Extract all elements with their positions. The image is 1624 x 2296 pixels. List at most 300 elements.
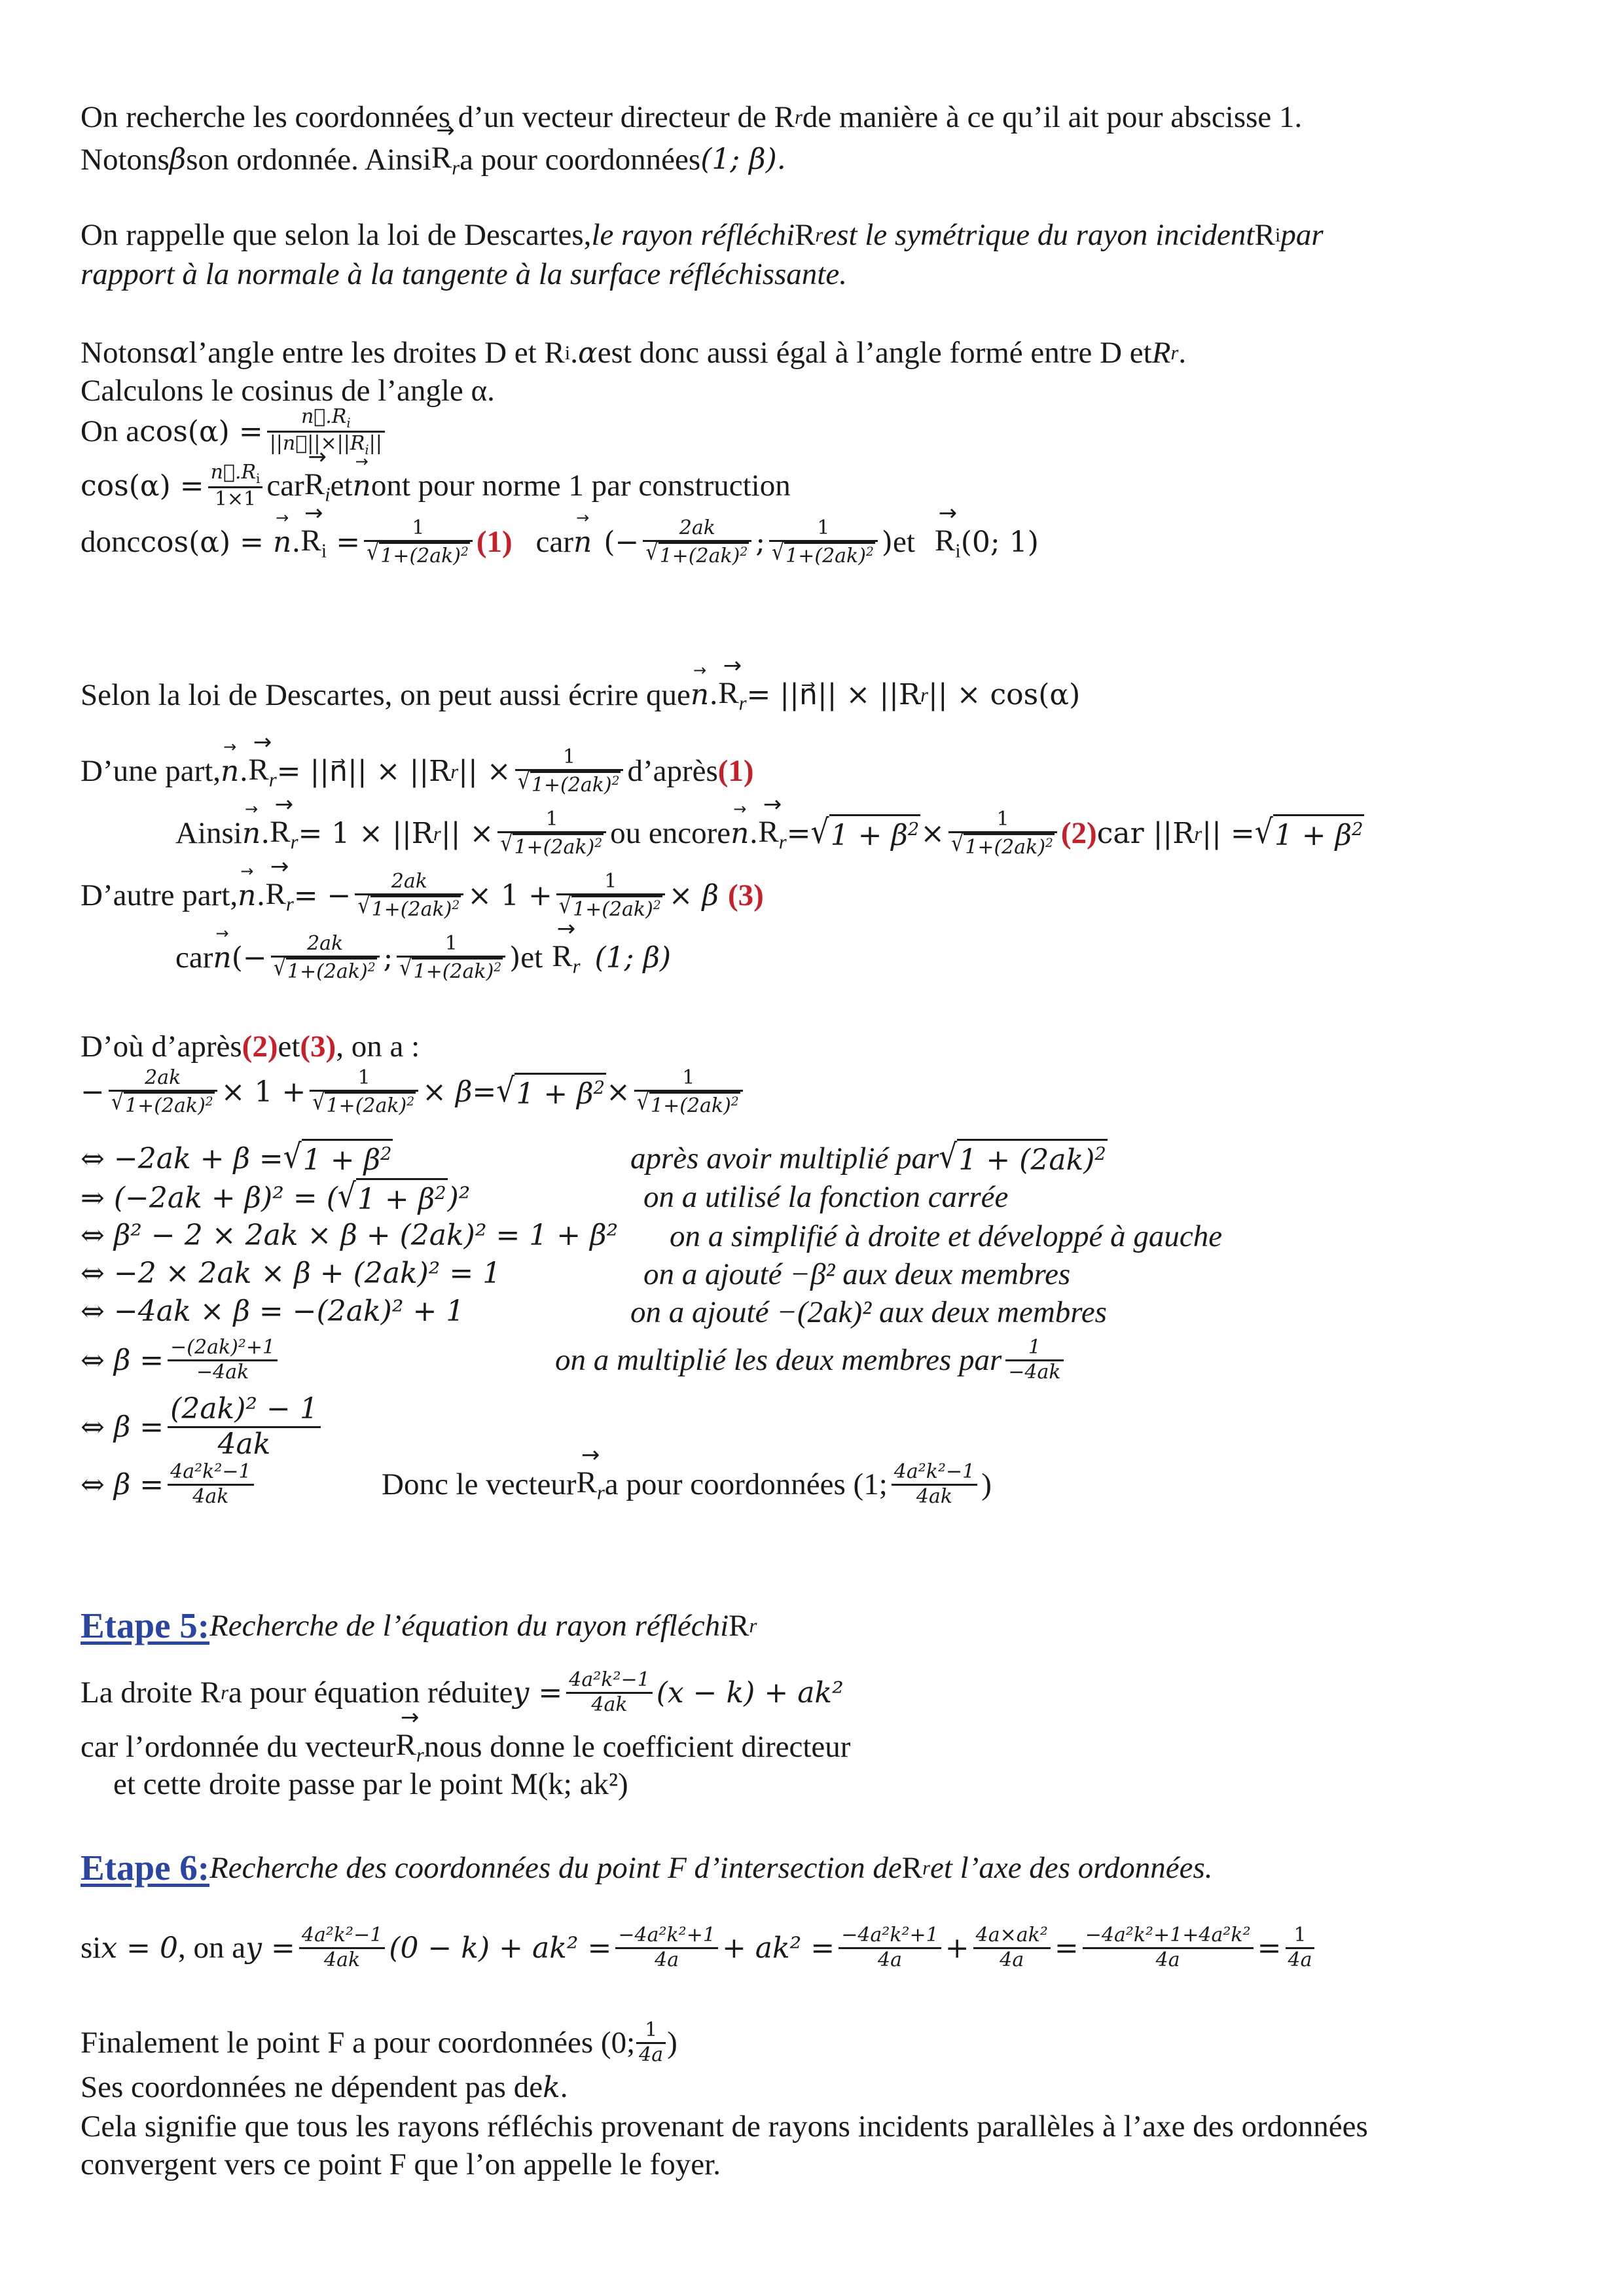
dune-part-line: D’une part, → n . → $R_r$ = ||n⃗|| × ||R r || × 1 √ $1+(2ak)^2$ d’après (1)	[81, 746, 754, 797]
vector-rr	[758, 813, 786, 855]
alpha-symbol: α	[578, 336, 598, 370]
subscript-r: r	[452, 156, 460, 179]
section-heading-label: Etape 5:	[81, 1605, 210, 1645]
denominator: 4ak	[324, 1948, 361, 1971]
square-root: √ $1+(2ak)^2$	[636, 1088, 739, 1117]
denominator: 4a	[1000, 1948, 1024, 1971]
text: R	[304, 467, 325, 501]
text: n⃗.R	[210, 461, 257, 484]
alpha-def-line: Notons α l’angle entre les droites D et R i . α est donc aussi égal à l’angle formé entre D et R r .	[81, 334, 1186, 372]
denominator: 4a	[1155, 1948, 1180, 1971]
derivation-step-2: ⇒ (−2ak + β)² = ( √ $1 + \beta^2$ )²	[81, 1176, 471, 1216]
subscript-r: r	[596, 1481, 605, 1504]
text: )	[667, 2025, 677, 2060]
numerator: 1	[996, 808, 1009, 831]
text: Calculons le cosinus de l’angle α.	[81, 374, 495, 408]
numerator	[298, 406, 353, 431]
step-lhs: ⇔ β =	[81, 1410, 164, 1444]
ainsi-line: Ainsi → n . → $R_r$ = 1 × ||R r || × 1 √ $1+(2ak)^2$ ou encore → n . → $R_r$ = √ $1 + \beta^2$ × 1 √ $1+(2ak)^2$ (2) car ||R r || = √ $1 + \beta^2$	[175, 808, 1364, 859]
math: +	[945, 1931, 969, 1965]
square-root: √ $1+(2ak)^2$	[111, 1088, 213, 1117]
text: 1+(2ak)	[659, 544, 740, 567]
text: Notons	[81, 336, 170, 370]
math: y =	[513, 1676, 563, 1710]
step-lhs: ⇒ (−2ak + β)² = (	[81, 1181, 338, 1215]
math: || ×	[441, 817, 494, 851]
fraction	[109, 1067, 217, 1117]
subscript-r: r	[221, 1681, 228, 1704]
subscript-r: r	[738, 692, 747, 715]
step-note: on a simplifié à droite et développé à gauche	[670, 1219, 1223, 1253]
text: R	[718, 676, 739, 710]
numerator: 1	[357, 1066, 370, 1089]
subscript-r: r	[1194, 822, 1202, 845]
square-root: √ $1+(2ak)^2$	[500, 830, 603, 859]
descartes-dot-product-line: Selon la loi de Descartes, on peut aussi écrire que → n . → $R_r$ = ||n⃗|| × ||R r || × cos(α)	[81, 674, 1080, 716]
step-note: on a ajouté −(2ak)² aux deux membres	[630, 1295, 1107, 1329]
text: ou encore	[610, 816, 731, 851]
etape-6-heading	[81, 1846, 1213, 1891]
text: est le symétrique du rayon incident	[823, 218, 1255, 252]
vector-rr	[396, 1726, 424, 1768]
text: n⃗.R	[300, 405, 347, 428]
text: et	[330, 469, 353, 503]
vector-rr	[431, 139, 460, 181]
denominator: 4ak	[591, 1693, 628, 1716]
denominator	[271, 954, 380, 984]
fraction	[515, 746, 624, 797]
text: R	[795, 218, 816, 252]
fraction	[769, 517, 878, 567]
intro-line-1	[81, 98, 1302, 137]
beta-symbol: β	[702, 879, 719, 913]
numerator: 4a²k²−1	[170, 1460, 251, 1483]
vector-rr-result	[382, 1461, 992, 1508]
text: .	[560, 2070, 568, 2104]
math: = ||n⃗|| × ||R	[276, 755, 451, 789]
square-root: √ $1 + \beta^2$	[810, 812, 920, 852]
denominator	[948, 830, 1057, 859]
text: On a	[81, 414, 140, 449]
denominator	[643, 539, 751, 568]
math: cos(α)	[140, 526, 231, 560]
text: R	[300, 523, 321, 558]
equation-label-1: (1)	[476, 525, 513, 560]
step-lhs: ⇔ −2ak + β =	[81, 1141, 283, 1175]
text: car	[175, 941, 213, 975]
alpha-symbol: α	[169, 336, 189, 370]
text: ||n⃗||×||R	[269, 432, 365, 456]
focus-coordinates-line	[81, 2019, 677, 2066]
section-heading-title: Recherche des coordonnées du point F d’intersection de	[209, 1851, 902, 1885]
numerator: 1	[563, 745, 576, 768]
derivation-note-5	[630, 1293, 1107, 1332]
numerator: 2ak	[145, 1066, 181, 1089]
math: cos(α)	[81, 469, 171, 503]
numerator: 1	[1028, 1336, 1041, 1359]
fraction	[566, 1669, 652, 1716]
subscript-r: r	[749, 1615, 757, 1638]
square-root: √ $1 + (2ak)^2$	[939, 1137, 1106, 1177]
denominator	[634, 1088, 743, 1118]
numerator: 4a×ak²	[975, 1924, 1048, 1946]
text: car l’ordonnée du vecteur	[81, 1729, 396, 1764]
math: x = 0	[101, 1931, 179, 1965]
vector-rr	[248, 751, 276, 793]
text: , on a	[178, 1930, 246, 1965]
text: 1 + β	[516, 1077, 594, 1111]
text: R	[1254, 218, 1275, 252]
text: son ordonnée. Ainsi	[186, 142, 431, 177]
fraction	[1083, 1924, 1254, 1971]
math: =	[336, 526, 361, 560]
square-root: √ $1+(2ak)^2$	[357, 892, 460, 921]
text: R	[729, 1609, 749, 1643]
text: le rayon réfléchi	[591, 218, 795, 252]
derivation-step-8	[81, 1461, 258, 1508]
fraction	[1005, 1336, 1063, 1384]
denominator: 4ak	[916, 1484, 953, 1508]
vector-n: → n	[221, 753, 239, 789]
text: R	[395, 1728, 416, 1762]
subscript-i: i	[325, 483, 331, 506]
beta-symbol: β	[169, 143, 187, 177]
text: On rappelle que selon la loi de Descartes,	[81, 218, 592, 252]
square-root: √ $1 + \beta^2$	[283, 1137, 392, 1177]
section-heading-label: Etape 6:	[81, 1848, 210, 1888]
fraction	[839, 1924, 941, 1971]
subscript-r: r	[794, 106, 803, 129]
fraction	[168, 1461, 253, 1508]
descartes-law-line-2	[81, 255, 847, 294]
denominator	[497, 830, 606, 859]
intersection-calculation: si x = 0 , on a y = $\frac{\text{4a²k²−1}}{4ak}$ (0 − k) + ak² = $\frac{\text{−4a²k²+1}}{4a}$ + ak² = $\frac{\text{−4a²k²+1}}{4a}$ + $\frac{\text{4a×ak²}}{4a}$ = $\frac{\text{−4a²k²+1+4a²k²}}{4a}$ = $\frac{1}{4a}$	[81, 1924, 1318, 1971]
fraction	[497, 808, 606, 859]
vector-rr	[270, 813, 298, 855]
math: + ak² =	[721, 1931, 835, 1965]
numerator: 4a²k²−1	[301, 1924, 383, 1946]
text: R	[248, 752, 269, 787]
equation-label-3: (3)	[300, 1030, 336, 1064]
conclusion-line-2	[81, 2145, 721, 2184]
text: R	[552, 939, 573, 973]
subscript-r: r	[450, 760, 459, 783]
numerator: (2ak)² − 1	[170, 1392, 318, 1426]
vector-n: → n	[691, 677, 709, 713]
text: 1+(2ak)	[650, 1094, 731, 1117]
denominator	[109, 1088, 217, 1118]
fraction	[299, 1924, 385, 1971]
denominator: 4ak	[217, 1427, 271, 1461]
derivation-note-6	[555, 1336, 1068, 1384]
text: 1+(2ak)	[287, 960, 368, 983]
fraction	[168, 1336, 278, 1384]
dautre-part-line: D’autre part, → n . → $R_r$ = − 2ak √ $1+(2ak)^2$ × 1 + 1 √ $1+(2ak)^2$ × β (3)	[81, 870, 764, 921]
subscript-r: r	[433, 822, 441, 845]
denominator: 4a	[655, 1948, 679, 1971]
conclusion-line-1	[81, 2108, 1368, 2146]
text: R	[758, 814, 779, 849]
text: 1+(2ak)	[785, 544, 866, 567]
numerator: 2ak	[679, 516, 715, 539]
numerator: −4a²k²+1	[841, 1924, 939, 1946]
math: =	[240, 526, 264, 560]
vector-ri	[935, 522, 961, 564]
fraction	[168, 1393, 321, 1461]
fraction	[634, 1067, 743, 1117]
derivation-intro	[81, 1028, 420, 1066]
square-root: √ $1 + \beta^2$	[496, 1071, 605, 1111]
cosine-intro-line	[81, 372, 495, 410]
math: cos(α)	[139, 415, 230, 449]
text: 1+(2ak)	[514, 835, 595, 859]
fraction	[556, 870, 665, 921]
text: , on a :	[336, 1030, 420, 1064]
denominator	[397, 954, 505, 984]
text: Selon la loi de Descartes, on peut aussi écrire que	[81, 677, 691, 712]
text: et	[278, 1030, 300, 1064]
text: de manière à ce qu’il ait pour abscisse 1.	[802, 100, 1303, 134]
text: Finalement le point F a pour coordonnées (0;	[81, 2025, 636, 2060]
text: R	[265, 876, 286, 911]
square-root: √ $1+(2ak)^2$	[951, 830, 1053, 859]
subscript-i: i	[321, 539, 327, 562]
fraction	[208, 461, 263, 511]
derivation-step-4	[81, 1255, 501, 1291]
cosine-formula-1	[81, 406, 389, 457]
square-root: √ $1+(2ak)^2$	[367, 539, 469, 567]
subscript-i: i	[256, 471, 261, 486]
subscript-r: r	[285, 893, 294, 916]
text: Cela signifie que tous les rayons réfléchis provenant de rayons incidents parallèles à l’axe des ordonnées	[81, 2109, 1368, 2144]
text: 1+(2ak)	[965, 835, 1046, 859]
square-root: √ $1+(2ak)^2$	[558, 892, 661, 921]
subscript-r: r	[1170, 342, 1179, 365]
vector-n: → n	[238, 878, 256, 914]
math: car ||R	[1096, 817, 1195, 851]
vector-n: → n	[273, 524, 291, 560]
text: a pour équation réduite	[228, 1675, 513, 1710]
step-lhs: ⇔ β =	[81, 1343, 164, 1377]
step-lhs: ⇔ −2 × 2ak × β + (2ak)² = 1	[81, 1257, 501, 1290]
fraction	[364, 517, 473, 567]
subscript-r: r	[920, 683, 928, 706]
step-note: on a utilisé la fonction carrée	[643, 1180, 1009, 1214]
numerator: 2ak	[391, 870, 427, 893]
vector-n: → n	[353, 468, 371, 504]
numerator: −4a²k²+1	[618, 1924, 715, 1946]
fraction	[615, 1924, 718, 1971]
text: 1 + β	[357, 1183, 435, 1216]
fraction	[643, 517, 751, 567]
coefficient-reason-line	[81, 1726, 850, 1768]
text: 1+(2ak)	[573, 897, 653, 921]
fraction	[1286, 1924, 1315, 1971]
descartes-law-line-1	[81, 216, 1324, 255]
text: ||	[369, 432, 382, 456]
vector-n: → n	[731, 816, 749, 852]
coords: (1; β).	[700, 143, 786, 177]
numerator	[208, 461, 263, 486]
subscript-r: r	[815, 224, 823, 247]
text: R	[1151, 336, 1171, 370]
numerator: −4a²k²+1+4a²k²	[1085, 1924, 1251, 1946]
step-note: après avoir multiplié par	[630, 1141, 939, 1175]
subscript-r: r	[290, 831, 298, 853]
math: k	[543, 2070, 560, 2104]
cosine-formula-3: donc cos(α) = → n . → $R_i$ = 1 √ $1+(2ak)^2$ (1) car → n (− 2ak √ $1+(2ak)^2$ ; 1 √ $1+(2ak)^2$ ) et → $R_i$ (0; 1)	[81, 517, 1039, 567]
text: car	[535, 525, 574, 560]
subscript-i: i	[346, 415, 351, 431]
subscript-r: r	[572, 955, 581, 978]
text: D’où d’après	[81, 1030, 242, 1064]
denominator	[769, 539, 878, 568]
text: d’après	[627, 754, 718, 789]
text: D’une part,	[81, 754, 221, 789]
fraction	[948, 808, 1057, 859]
math: = 1 × ||R	[298, 817, 433, 851]
text: 1+(2ak)	[125, 1094, 206, 1117]
reduced-equation-line	[81, 1669, 844, 1716]
step-lhs: ⇔ β² − 2 × 2ak × β + (2ak)² = 1 + β²	[81, 1219, 619, 1252]
vector-rr	[718, 674, 746, 716]
vector-rr	[265, 875, 293, 917]
derivation-step-1	[81, 1139, 393, 1178]
numerator: −(2ak)²+1	[170, 1336, 276, 1359]
text: R	[576, 1465, 597, 1500]
derivation-note-3	[670, 1217, 1222, 1256]
vector-rr	[577, 1463, 605, 1505]
subscript-i: i	[955, 539, 961, 562]
derivation-step-5	[81, 1293, 464, 1329]
numerator: 2ak	[307, 932, 344, 955]
step-note: on a multiplié les deux membres par	[555, 1342, 1002, 1377]
numerator: 1	[444, 932, 458, 955]
beta-symbol: β	[455, 1075, 473, 1109]
fraction	[892, 1461, 977, 1508]
denominator: −4ak	[196, 1360, 249, 1384]
denominator: 1×1	[214, 488, 257, 511]
text: donc	[81, 525, 141, 560]
math: || ×	[458, 755, 511, 789]
equation-label-2: (2)	[242, 1030, 278, 1064]
subscript-i: i	[1274, 224, 1281, 247]
text: 1 + β	[830, 818, 908, 852]
fraction	[355, 870, 463, 921]
square-root: √ $1+(2ak)^2$	[645, 539, 748, 567]
text: )	[981, 1467, 992, 1501]
denominator	[364, 539, 473, 568]
text: R	[270, 814, 291, 849]
subscript-r: r	[922, 1857, 930, 1880]
numerator: 1	[645, 2018, 658, 2041]
numerator: 4a²k²−1	[893, 1460, 975, 1483]
fraction	[310, 1067, 418, 1117]
fraction	[973, 1924, 1051, 1971]
text: 1+(2ak)	[380, 544, 461, 567]
square-root: √ $1+(2ak)^2$	[312, 1088, 415, 1117]
text: si	[81, 1930, 101, 1965]
square-root: √ $1 + \beta^2$	[337, 1176, 446, 1216]
text: nous donne le coefficient directeur	[424, 1729, 851, 1764]
denominator: 4a	[1288, 1948, 1312, 1971]
fraction	[397, 933, 505, 983]
vector-n: → n	[242, 816, 261, 852]
subscript-r: r	[268, 768, 277, 791]
denominator	[310, 1088, 418, 1118]
cosine-formula-2	[81, 461, 791, 511]
subscript-i: i	[564, 342, 571, 365]
numerator: 1	[1293, 1924, 1307, 1946]
subscript-r: r	[778, 831, 787, 853]
math: =	[238, 415, 263, 449]
text: car	[266, 469, 304, 503]
text: 1+(2ak)	[371, 897, 452, 921]
text: a pour coordonnées (1;	[604, 1467, 888, 1501]
equation-label-3: (3)	[727, 878, 764, 913]
text: 1 + β	[1274, 818, 1352, 852]
text: R	[934, 523, 956, 558]
square-root: √ $1 + \beta^2$	[1254, 812, 1363, 852]
text: D’autre part,	[81, 878, 238, 913]
numerator: 1	[817, 516, 830, 539]
derivation-note-1	[630, 1139, 1108, 1178]
denominator: 4a	[639, 2043, 664, 2066]
step-lhs: ⇔ −4ak × β = −(2ak)² + 1	[81, 1295, 465, 1328]
point-m-line	[113, 1765, 628, 1804]
text: et cette droite passe par le point M(k; ak²)	[113, 1767, 628, 1801]
text: Ainsi	[175, 816, 242, 851]
square-root: √ $1+(2ak)^2$	[772, 539, 874, 567]
text: convergent vers ce point F que l’on appelle le foyer.	[81, 2147, 721, 2181]
denominator	[355, 892, 463, 922]
text: R	[901, 1851, 923, 1885]
math: =	[179, 469, 204, 503]
square-root: √ $1+(2ak)^2$	[399, 954, 502, 983]
square-root: √ $1+(2ak)^2$	[517, 768, 620, 797]
equation-label-2: (2)	[1060, 816, 1097, 851]
vector-ri	[300, 522, 327, 564]
derivation-note-4	[643, 1255, 1070, 1294]
text: Notons	[81, 142, 170, 177]
section-heading-title: et l’axe des ordonnées.	[929, 1851, 1213, 1885]
text: par	[1280, 218, 1324, 252]
vector-n: → n	[213, 940, 231, 976]
text: 1+(2ak)	[413, 960, 494, 983]
numerator: 1	[682, 1066, 695, 1089]
fraction	[271, 933, 380, 983]
derivation-equation: − 2ak √ $1+(2ak)^2$ × 1 + 1 √ $1+(2ak)^2$ × β = √ $1 + \beta^2$ × 1 √ $1+(2ak)^2$	[81, 1067, 747, 1117]
math: || =	[1202, 817, 1255, 851]
coords: (0; 1)	[960, 526, 1039, 560]
vector-n: → n	[573, 524, 592, 560]
text: a pour coordonnées	[460, 142, 701, 177]
math: (0 − k) + ak² =	[389, 1931, 612, 1965]
denominator: −4ak	[1008, 1360, 1061, 1384]
text: l’angle entre les droites D et R	[189, 336, 565, 370]
numerator: 1	[545, 808, 558, 831]
denominator	[515, 768, 624, 797]
subscript-i: i	[365, 442, 369, 458]
text: ont pour norme 1 par construction	[370, 469, 791, 503]
text: et	[892, 525, 915, 560]
vector-rr	[552, 937, 580, 979]
math: || × cos(α)	[928, 678, 1081, 712]
text: 1+(2ak)	[531, 773, 612, 797]
denominator: 4a	[877, 1948, 902, 1971]
math: = ||n⃗|| × ||R	[746, 678, 921, 712]
text: Ses coordonnées ne dépendent pas de	[81, 2070, 543, 2104]
